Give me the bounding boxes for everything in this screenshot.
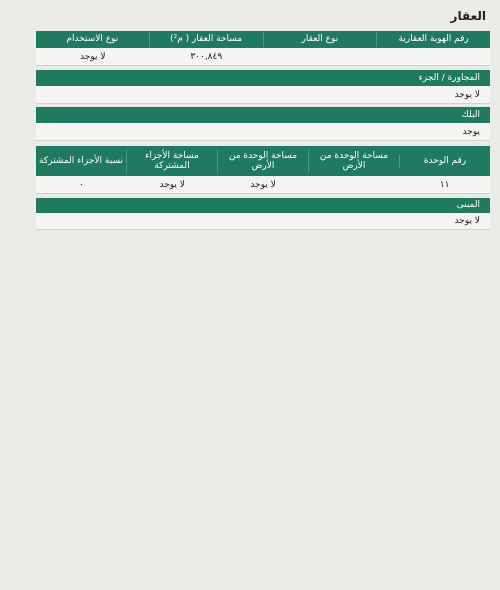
- value-usage-type: لا يوجد: [80, 51, 106, 62]
- block-label: البلك: [461, 109, 480, 120]
- value-property-area: ٣٠٠,٨٤٩: [190, 51, 223, 62]
- floor-section: [36, 198, 490, 230]
- unit-header-row: [36, 146, 490, 176]
- header-unit-land-area-a: مساحة الوحدة من الأرض: [308, 149, 399, 174]
- header-shared-area: مساحة الأجزاء المشتركة: [126, 149, 217, 174]
- value-shared-ratio: ٠: [78, 179, 84, 190]
- header-property-type: نوع العقار: [263, 32, 377, 46]
- value-unit-number: ١١: [439, 179, 450, 190]
- neighbors-header: [36, 70, 490, 86]
- floor-value-row: [36, 213, 490, 230]
- header-usage-type: نوع الاستخدام: [66, 34, 119, 45]
- floor-label: المبنى: [456, 200, 480, 211]
- unit-section: [36, 146, 490, 194]
- page-title: العقار: [450, 9, 486, 23]
- header-unit-land-area-b: مساحة الوحدة من الأرض: [217, 149, 308, 174]
- property-value-row: [36, 48, 490, 66]
- header-unit-number: رقم الوحدة: [399, 154, 490, 168]
- unit-value-row: [36, 176, 490, 194]
- header-shared-ratio: نسبة الأجزاء المشتركة: [39, 155, 123, 166]
- header-property-id: رقم الهوية العقارية: [376, 32, 490, 46]
- block-header: [36, 107, 490, 123]
- property-header-row: [36, 31, 490, 48]
- property-section: [36, 31, 490, 66]
- neighbors-label: المجاورة / الجزء: [418, 72, 480, 83]
- floor-value: لا يوجد: [454, 216, 480, 226]
- block-value: يوجد: [462, 126, 480, 137]
- floor-header: [36, 198, 490, 213]
- value-unit-land-area-b: لا يوجد: [250, 179, 276, 190]
- neighbors-value: لا يوجد: [454, 89, 480, 100]
- block-value-row: [36, 123, 490, 141]
- neighbors-value-row: [36, 86, 490, 104]
- neighbors-section: [36, 70, 490, 104]
- value-shared-area: لا يوجد: [159, 179, 185, 190]
- block-section: [36, 107, 490, 141]
- header-property-area: مساحة العقار ( م²): [149, 32, 263, 46]
